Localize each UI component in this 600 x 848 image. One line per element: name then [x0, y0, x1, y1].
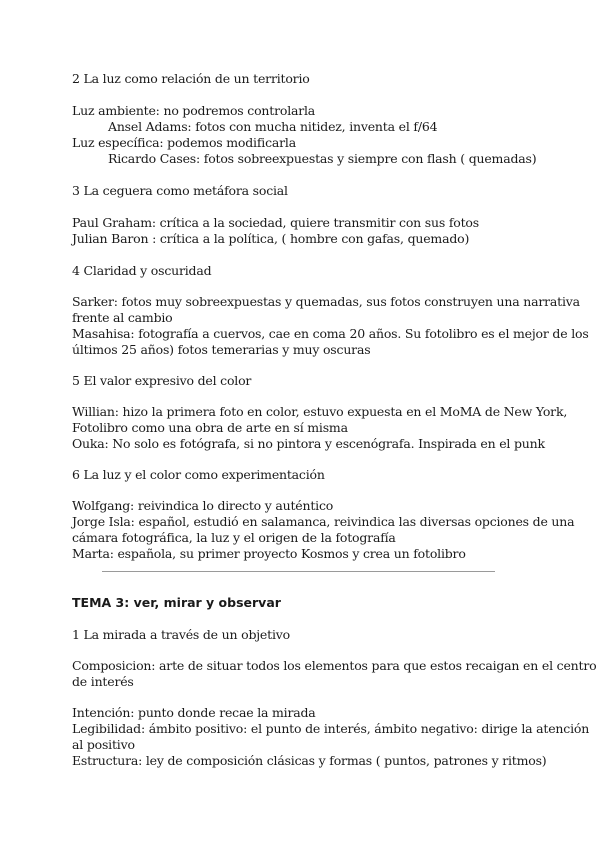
- section-heading-3: 3 La ceguera como metáfora social: [72, 183, 288, 198]
- text-line: Intención: punto donde recae la mirada: [72, 705, 316, 720]
- horizontal-divider: [102, 571, 495, 572]
- text-line: cámara fotográfica, la luz y el origen de la fotografía: [72, 530, 396, 545]
- text-line: Jorge Isla: español, estudió en salamanca, reivindica las diversas opciones de una: [72, 514, 575, 529]
- text-line: últimos 25 años) fotos temerarias y muy oscuras: [72, 342, 371, 357]
- text-line: Wolfgang: reivindica lo directo y auténtico: [72, 498, 334, 513]
- text-line: Willian: hizo la primera foto en color, estuvo expuesta en el MoMA de New York,: [72, 404, 568, 419]
- text-line-indented: Ansel Adams: fotos con mucha nitidez, inventa el f/64: [108, 119, 438, 134]
- text-line: Ouka: No solo es fotógrafa, si no pintora y escenógrafa. Inspirada en el punk: [72, 436, 545, 451]
- text-line: Luz ambiente: no podremos controlarla: [72, 103, 316, 118]
- section-heading-2: 2 La luz como relación de un territorio: [72, 71, 310, 86]
- text-line: Paul Graham: crítica a la sociedad, quiere transmitir con sus fotos: [72, 215, 479, 230]
- text-line-indented: Ricardo Cases: fotos sobreexpuestas y siempre con flash ( quemadas): [108, 151, 537, 166]
- tema-heading: TEMA 3: ver, mirar y observar: [72, 595, 281, 610]
- text-line: Masahisa: fotografía a cuervos, cae en coma 20 años. Su fotolibro es el mejor de los: [72, 326, 589, 341]
- section-heading-6: 6 La luz y el color como experimentación: [72, 467, 325, 482]
- section-heading-5: 5 El valor expresivo del color: [72, 373, 252, 388]
- section-heading-tema3-1: 1 La mirada a través de un objetivo: [72, 627, 290, 642]
- text-line: Estructura: ley de composición clásicas y formas ( puntos, patrones y ritmos): [72, 753, 547, 768]
- text-line: Fotolibro como una obra de arte en sí misma: [72, 420, 348, 435]
- text-line: Legibilidad: ámbito positivo: el punto de interés, ámbito negativo: dirige la atención: [72, 721, 590, 736]
- text-line: Marta: española, su primer proyecto Kosmos y crea un fotolibro: [72, 546, 466, 561]
- text-line: Sarker: fotos muy sobreexpuestas y quemadas, sus fotos construyen una narrativa: [72, 294, 580, 309]
- text-line: de interés: [72, 674, 134, 689]
- section-heading-4: 4 Claridad y oscuridad: [72, 263, 212, 278]
- text-line: Luz específica: podemos modificarla: [72, 135, 296, 150]
- text-line: al positivo: [72, 737, 135, 752]
- text-line: frente al cambio: [72, 310, 173, 325]
- text-line: Julian Baron : crítica a la política, ( hombre con gafas, quemado): [72, 231, 470, 246]
- text-line: Composicion: arte de situar todos los elementos para que estos recaigan en el centro: [72, 658, 597, 673]
